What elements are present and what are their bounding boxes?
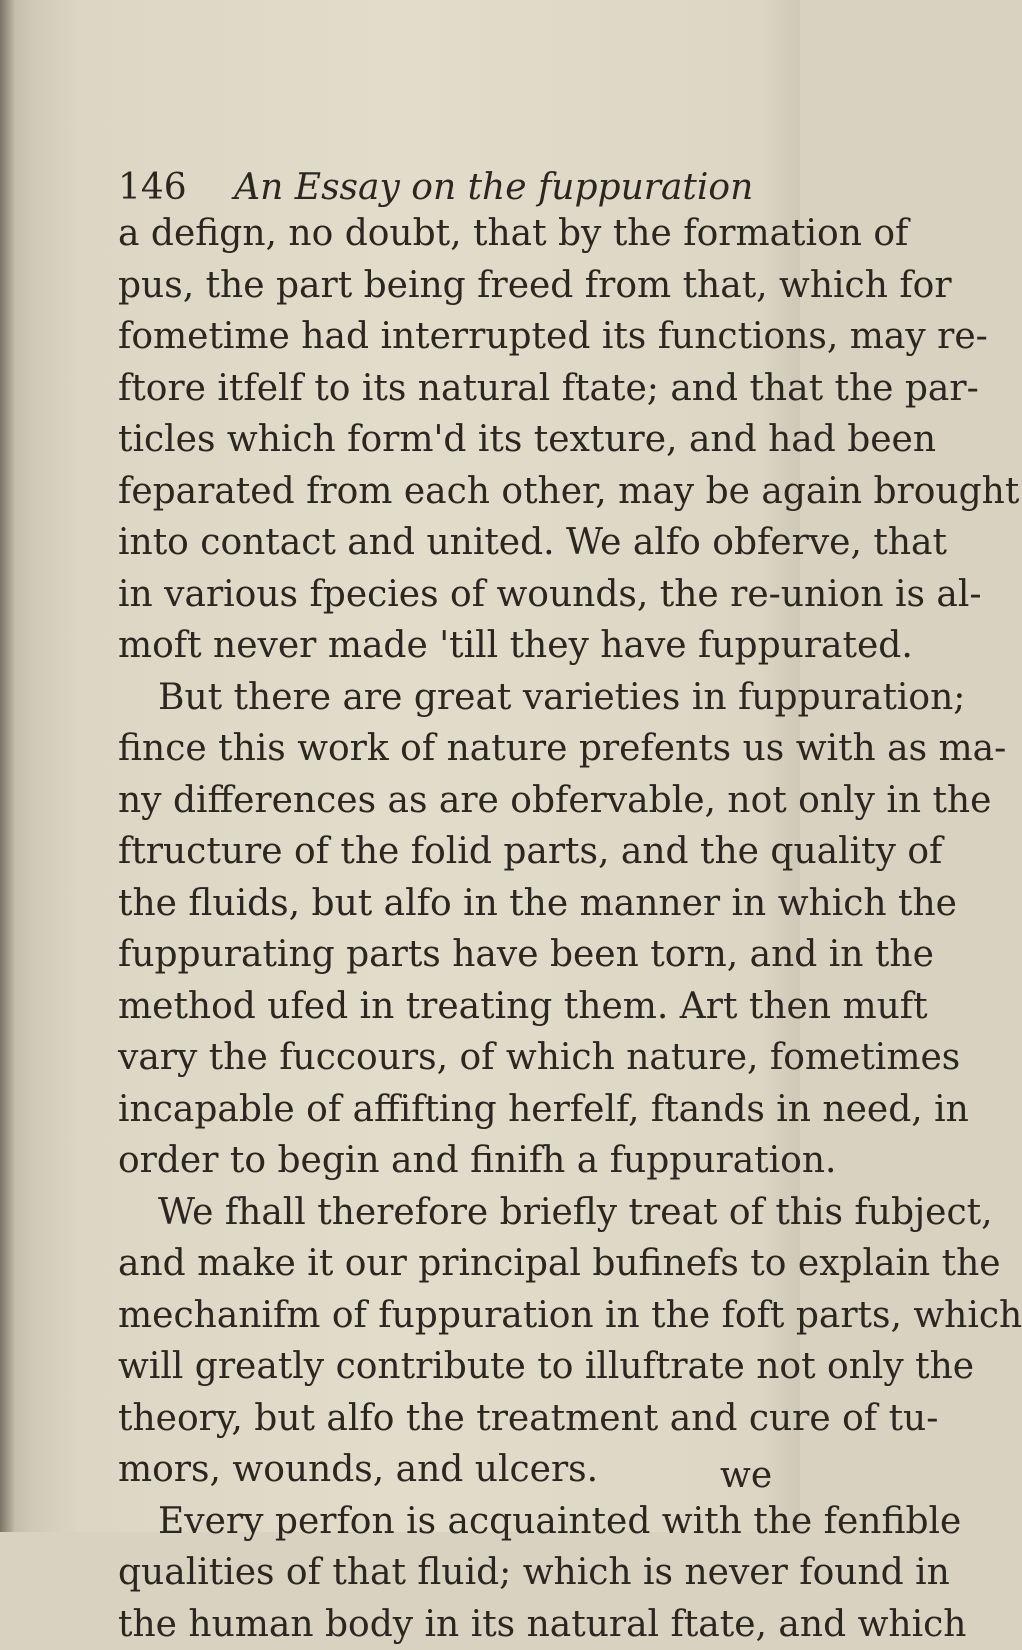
text-line: theory, but alfo the treatment and cure of tu- [118, 1393, 790, 1445]
text-line: the fluids, but alfo in the manner in which the [118, 878, 790, 930]
text-line: order to begin and finifh a fuppuration. [118, 1135, 790, 1187]
text-line: into contact and united. We alfo obferve, that [118, 517, 790, 569]
page-number: 146 [118, 167, 187, 208]
text-line: ftructure of the folid parts, and the quality of [118, 826, 790, 878]
text-line: in various fpecies of wounds, the re-union is al- [118, 569, 790, 621]
text-line: will greatly contribute to illuftrate not only the [118, 1341, 790, 1393]
text-line: vary the fuccours, of which nature, fometimes [118, 1032, 790, 1084]
text-line: ticles which form'd its texture, and had been [118, 414, 790, 466]
text-line: the human body in its natural ftate, and which [118, 1599, 790, 1650]
text-line: pus, the part being freed from that, which for [118, 260, 790, 312]
text-line: mechanifm of fuppuration in the foft parts, which [118, 1290, 790, 1342]
page-gutter [0, 0, 14, 1532]
paragraph-start-line: We fhall therefore briefly treat of this fubject, [118, 1187, 790, 1239]
text-line: ny differences as are obfervable, not only in the [118, 775, 790, 827]
text-line: incapable of affifting herfelf, ftands in need, in [118, 1084, 790, 1136]
running-header [118, 168, 758, 208]
text-line: fince this work of nature prefents us with as ma- [118, 723, 790, 775]
text-line: fuppurating parts have been torn, and in the [118, 929, 790, 981]
text-line: mors, wounds, and ulcers. [118, 1444, 790, 1496]
paragraph-start-line: But there are great varieties in fuppuration; [118, 672, 790, 724]
text-line: a defign, no doubt, that by the formation of [118, 208, 790, 260]
catchword: we [720, 1456, 772, 1496]
paragraph-start-line: Every perfon is acquainted with the fenfible [118, 1496, 790, 1548]
text-line: fometime had interrupted its functions, may re- [118, 311, 790, 363]
text-line: qualities of that fluid; which is never found in [118, 1547, 790, 1599]
running-title: An Essay on the fuppuration [234, 167, 753, 208]
text-line: moft never made 'till they have fuppurated. [118, 620, 790, 672]
text-line: feparated from each other, may be again brought [118, 466, 790, 518]
text-line: method ufed in treating them. Art then muft [118, 981, 790, 1033]
body-text [118, 208, 790, 1650]
text-line: and make it our principal bufinefs to explain the [118, 1238, 790, 1290]
text-line: ftore itfelf to its natural ftate; and that the par- [118, 363, 790, 415]
